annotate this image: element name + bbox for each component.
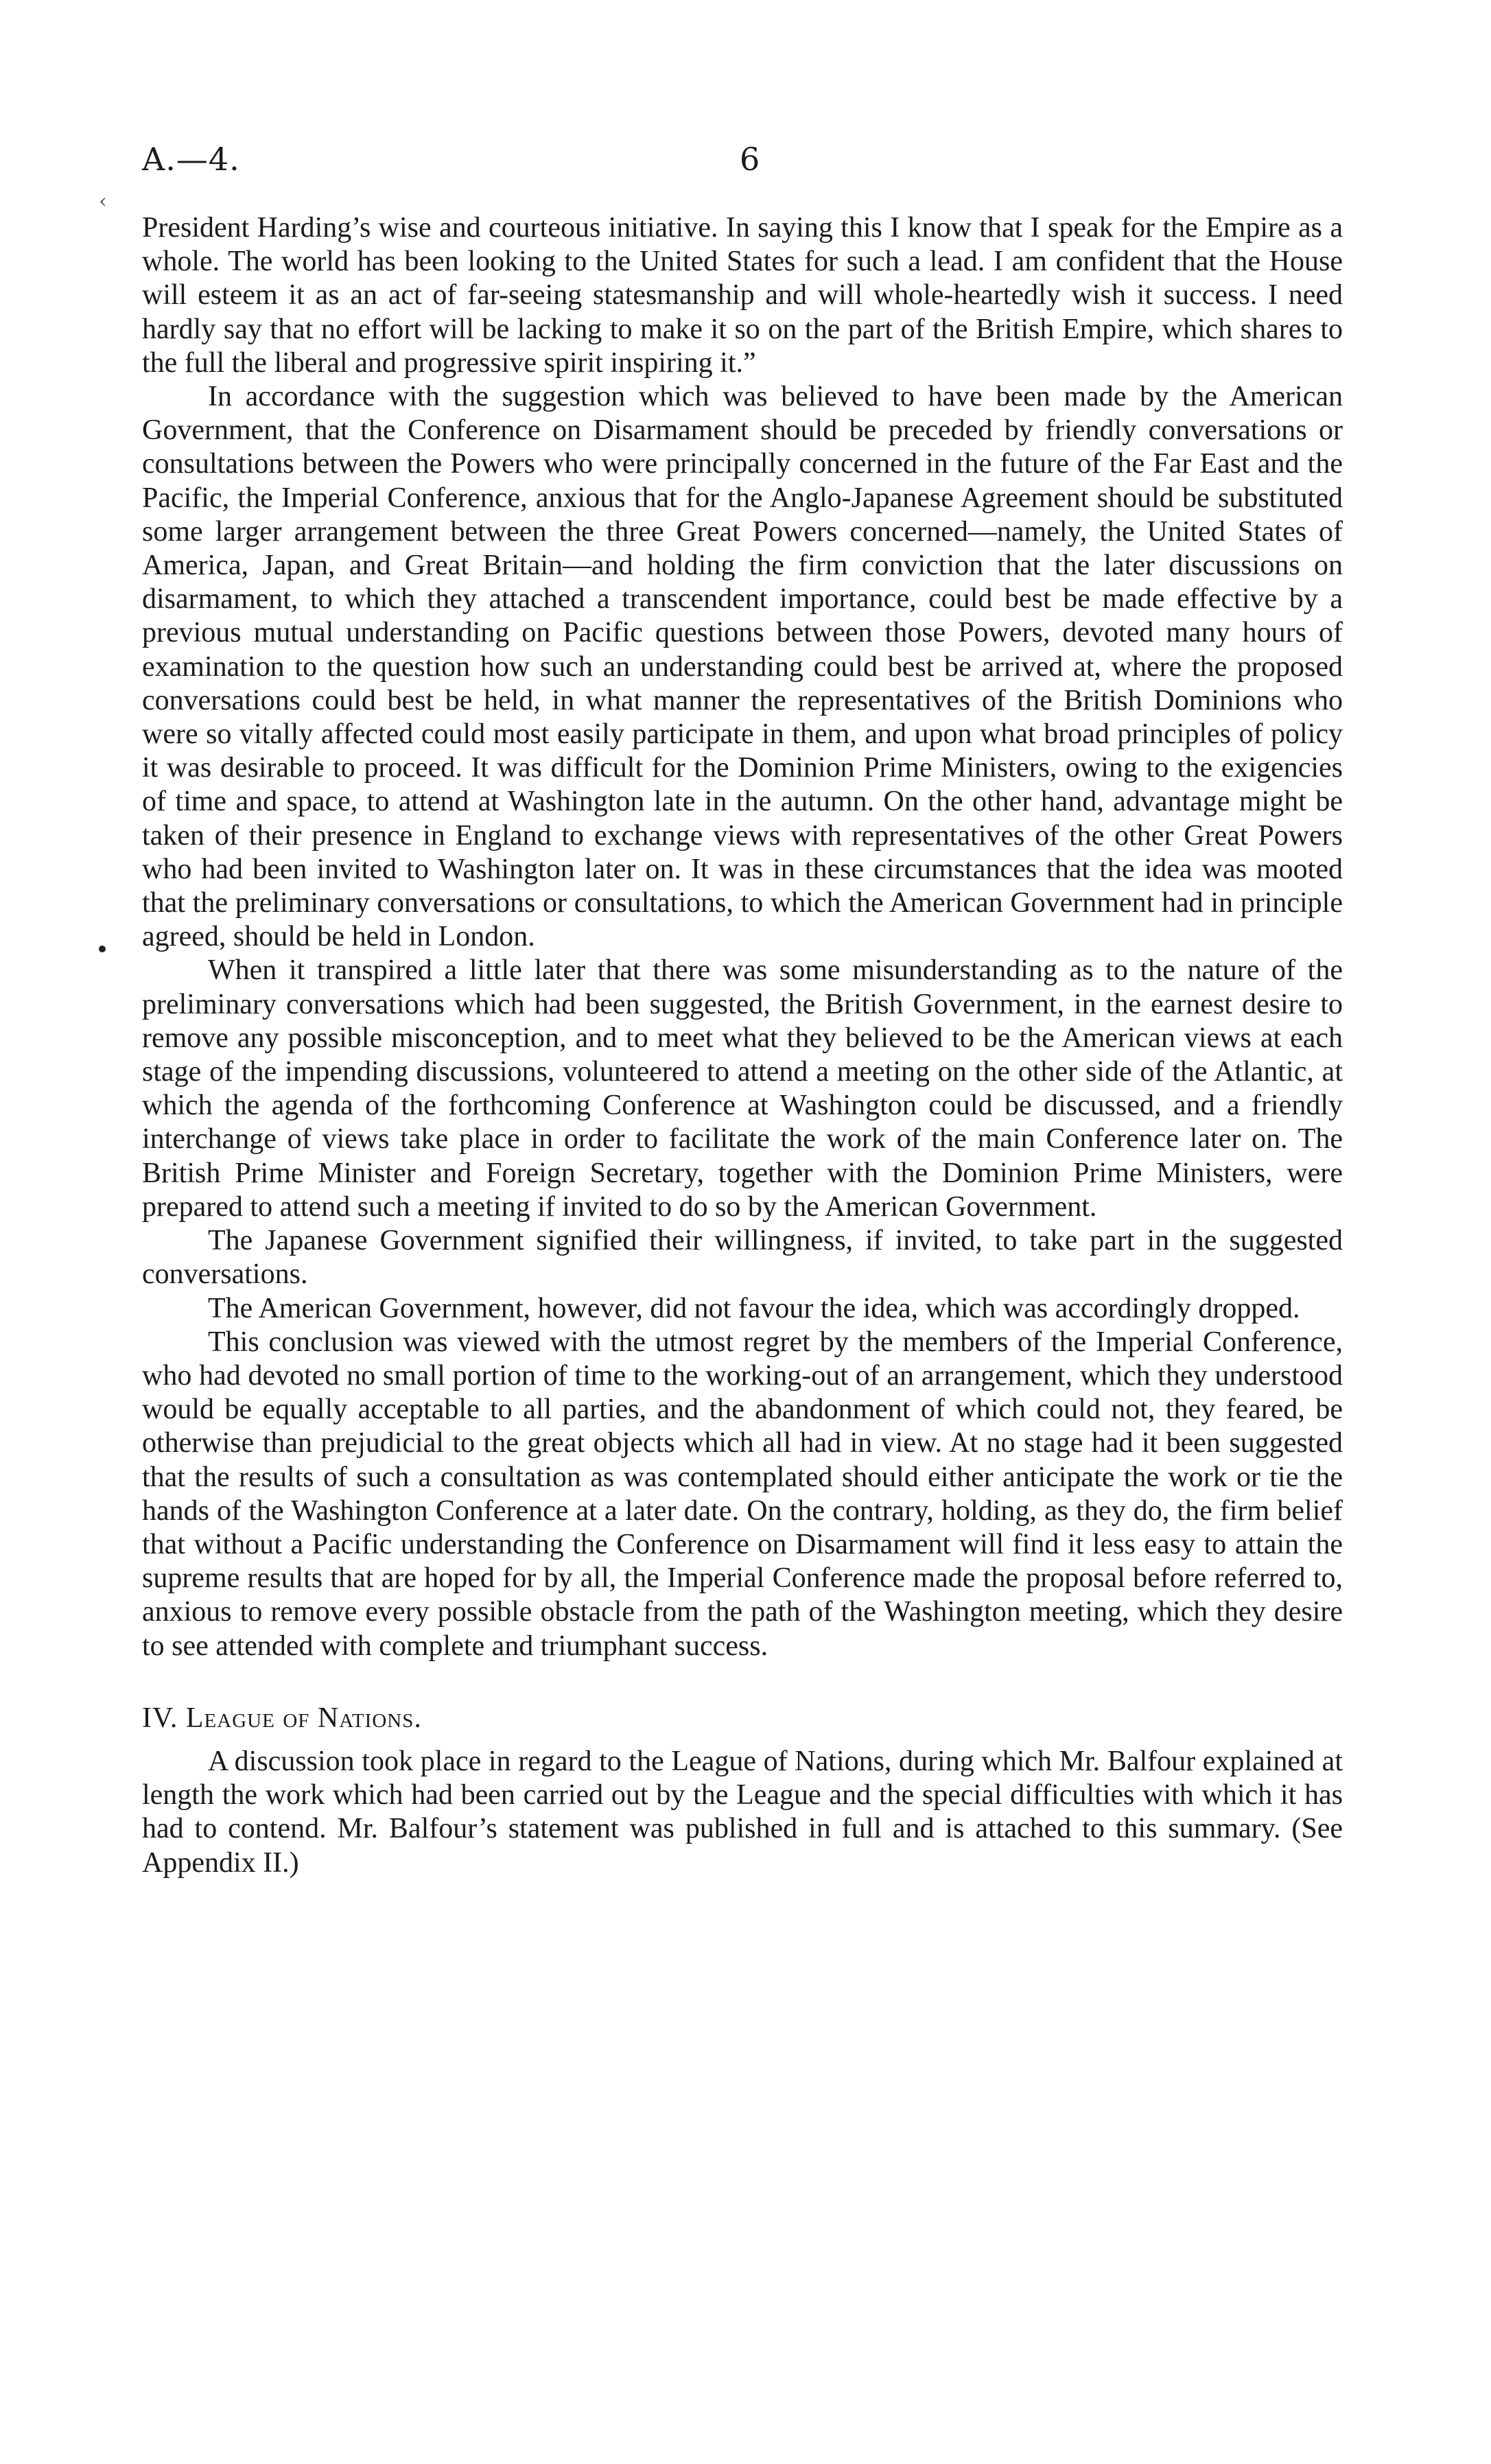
paragraph: The American Government, however, did not favour the idea, which was accordingly dropped.	[208, 1292, 1300, 1324]
document-reference: A.—4.	[142, 141, 240, 178]
margin-mark: ‹	[99, 189, 107, 213]
section-heading	[142, 1702, 1343, 1735]
section-title: League of Nations.	[185, 1702, 422, 1734]
document-body	[142, 211, 1343, 1880]
paragraph: A discussion took place in regard to the League of Nations, during which Mr. Balfour explained at length the work which had been carried out by the League and the special difficulties with which it has had to contend. Mr. Balfour’s statement was published in full and is attached to this summary. (See Appendix II.)	[142, 1745, 1343, 1879]
section-number: IV.	[142, 1702, 178, 1734]
paragraph: The Japanese Government signified their willingness, if invited, to take part in the suggested conversations.	[142, 1225, 1343, 1291]
paragraph: This conclusion was viewed with the utmost regret by the members of the Imperial Conference, who had devoted no small portion of time to the working-out of an arrangement, which they understood would be equally acceptable to all parties, and the abandonment of which could not, they feared, be otherwise than prejudicial to the great objects which all had in view. At no stage had it been suggested that the results of such a consultation as was contemplated should either anticipate the work or tie the hands of the Washington Conference at a later date. On the contrary, holding, as they do, the firm belief that without a Pacific understanding the Conference on Disarmament will find it less easy to attain the supreme results that are hoped for by all, the Imperial Conference made the proposal before referred to, anxious to remove every possible obstacle from the path of the Washington meeting, which they desire to see attended with complete and triumphant success.	[142, 1326, 1343, 1662]
paragraph: When it transpired a little later that there was some misunderstanding as to the nature of the preliminary conversations which had been suggested, the British Government, in the earnest desire to remove any possible misconception, and to meet what they believed to be the American views at each stage of the impending discussions, volunteered to attend a meeting on the other side of the Atlantic, at which the agenda of the forthcoming Conference at Washington could be discussed, and a friendly interchange of views take place in order to facilitate the work of the main Conference later on. The British Prime Minister and Foreign Secretary, together with the Dominion Prime Ministers, were prepared to attend such a meeting if invited to do so by the American Government.	[142, 954, 1343, 1223]
paragraph: In accordance with the suggestion which was believed to have been made by the American Government, that the Conference on Disarmament should be preceded by friendly conversations or consultations between the Powers who were principally concerned in the future of the Far East and the Pacific, the Imperial Conference, anxious that for the Anglo-Japanese Agreement should be substituted some larger arrangement between the three Great Powers concerned—namely, the United States of America, Japan, and Great Britain—and holding the firm conviction that the later discussions on disarmament, to which they attached a transcendent importance, could best be made effective by a previous mutual understanding on Pacific questions between those Powers, devoted many hours of examination to the question how such an understanding could best be arrived at, where the proposed conversations could best be held, in what manner the representatives of the British Dominions who were so vitally affected could most easily participate in them, and upon what broad principles of policy it was desirable to proceed. It was difficult for the Dominion Prime Ministers, owing to the exigencies of time and space, to attend at Washington late in the autumn. On the other hand, advantage might be taken of their presence in England to exchange views with representatives of the other Great Powers who had been invited to Washington later on. It was in these circumstances that the idea was mooted that the preliminary conversations or consultations, to which the American Government had in principle agreed, should be held in London.	[142, 381, 1343, 953]
page-number: 6	[740, 141, 760, 178]
margin-dot-icon	[99, 946, 106, 952]
paragraph-continuation: President Harding’s wise and courteous initiative. In saying this I know that I speak for the Empire as a whole. The world has been looking to the United States for such a lead. I am confident that the House will esteem it as an act of far-seeing statesmanship and will whole-heartedly wish it success. I need hardly say that no effort will be lacking to make it so on the part of the British Empire, which shares to the full the liberal and progressive spirit inspiring it.”	[142, 212, 1343, 379]
